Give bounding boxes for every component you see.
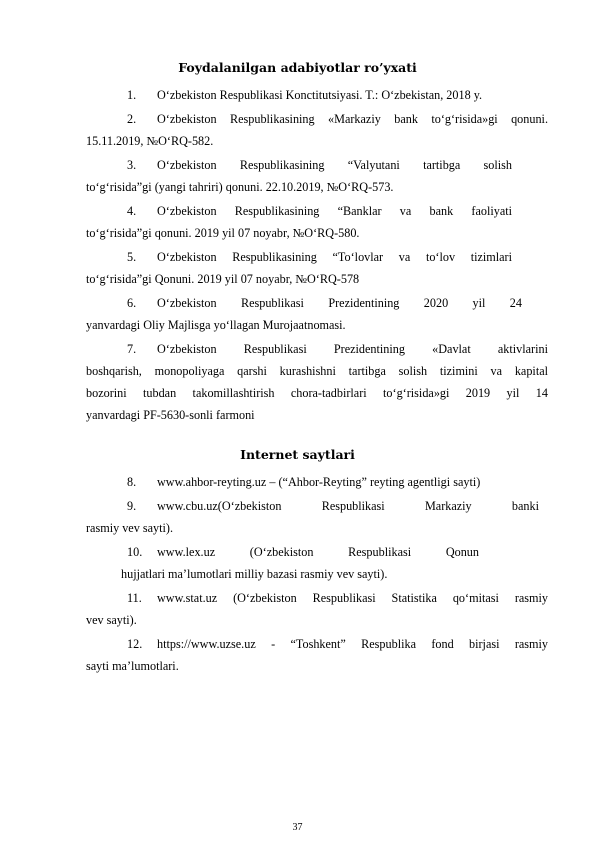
ref-text: O‘zbekiston Respublikasi Konctitutsiyasi. T.: O‘zbekistan, 2018 y. [157, 88, 483, 102]
website-number: 10. [127, 545, 143, 559]
ref-number: 4. [127, 204, 137, 218]
ref-text: O‘zbekiston Respublikasi Prezidentining 2020 yil 24 [157, 296, 522, 310]
website-text-cont: vev sayti). [86, 613, 137, 627]
website-number: 12. [127, 637, 143, 651]
ref-text: O‘zbekiston Respublikasining “Banklar va bank faoliyati [157, 204, 512, 218]
website-number: 8. [127, 475, 137, 489]
section-title-websites: Internet saytlari [240, 447, 355, 462]
website-text: https://www.uzse.uz - “Toshkent” Respublika fond birjasi rasmiy [157, 637, 548, 651]
ref-number: 3. [127, 158, 137, 172]
ref-text-cont: to‘g‘risida”gi qonuni. 2019 yil 07 noyabr, №O‘RQ-580. [86, 226, 360, 240]
ref-text-cont: boshqarish, monopoliyaga qarshi kurashishni tartibga solish tizimini va kapital [86, 364, 548, 378]
website-number: 9. [127, 499, 137, 513]
ref-number: 7. [127, 342, 137, 356]
website-number: 11. [127, 591, 142, 605]
website-text-cont: rasmiy vev sayti). [86, 521, 173, 535]
ref-text: O‘zbekiston Respublikasining “To‘lovlar va to‘lov tizimlari [157, 250, 512, 264]
page-number: 37 [292, 822, 303, 833]
ref-text-cont: 15.11.2019, №O‘RQ-582. [86, 134, 214, 148]
website-text: www.lex.uz (O‘zbekiston Respublikasi Qonun [157, 545, 479, 559]
ref-number: 1. [127, 88, 137, 102]
ref-text-cont: yanvardagi Oliy Majlisga yo‘llagan Murojaatnomasi. [86, 318, 346, 332]
ref-text-cont: to‘g‘risida”gi (yangi tahriri) qonuni. 22.10.2019, №O‘RQ-573. [86, 180, 394, 194]
ref-text-cont: to‘g‘risida”gi Qonuni. 2019 yil 07 noyabr, №O‘RQ-578 [86, 272, 360, 286]
website-text-cont: hujjatlari ma’lumotlari milliy bazasi rasmiy vev sayti). [121, 567, 388, 581]
ref-text-cont: bozorini tubdan takomillashtirish chora-tadbirlari to‘g‘risida»gi 2019 yil 14 [86, 386, 548, 400]
website-text: www.cbu.uz(O‘zbekiston Respublikasi Markaziy banki [157, 499, 539, 513]
ref-number: 2. [127, 112, 137, 126]
ref-number: 5. [127, 250, 137, 264]
ref-number: 6. [127, 296, 137, 310]
website-text: www.ahbor-reyting.uz – (“Ahbor-Reyting” reyting agentligi sayti) [157, 475, 481, 489]
ref-text: O‘zbekiston Respublikasining «Markaziy bank to‘g‘risida»gi qonuni. [157, 112, 548, 126]
ref-text: O‘zbekiston Respublikasining “Valyutani tartibga solish [157, 158, 512, 172]
website-text: www.stat.uz (O‘zbekiston Respublikasi Statistika qo‘mitasi rasmiy [157, 591, 548, 605]
website-text-cont: sayti ma’lumotlari. [86, 659, 179, 673]
ref-text: O‘zbekiston Respublikasi Prezidentining «Davlat aktivlarini [157, 342, 548, 356]
ref-text-cont: yanvardagi PF-5630-sonli farmoni [86, 408, 255, 422]
section-title-references: Foydalanilgan adabiyotlar ro’yxati [178, 60, 417, 75]
